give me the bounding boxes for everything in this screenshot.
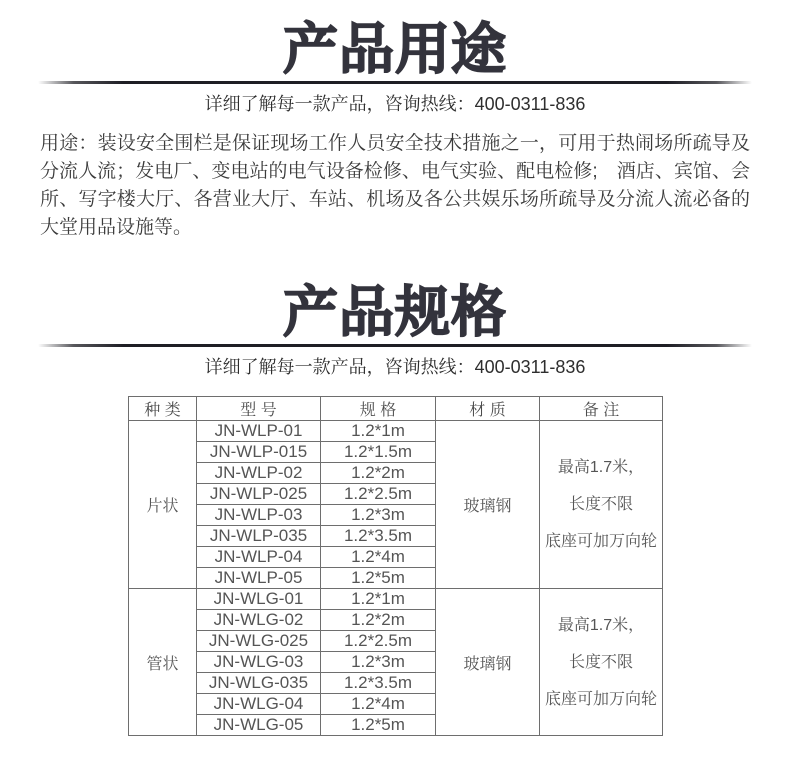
note-line: 最高1.7米，: [557, 616, 645, 634]
model-cell: JN-WLP-04: [197, 547, 321, 568]
spec-table-header-row: [129, 397, 663, 421]
model-cell: JN-WLG-035: [197, 673, 321, 694]
model-cell: JN-WLP-03: [197, 505, 321, 526]
spec-cell: 1.2*5m: [321, 715, 436, 736]
column-header-material: 材 质: [436, 397, 540, 421]
column-header-model: 型 号: [197, 397, 321, 421]
model-cell: JN-WLG-04: [197, 694, 321, 715]
model-cell: JN-WLG-05: [197, 715, 321, 736]
model-cell: JN-WLP-025: [197, 484, 321, 505]
note-line: 长度不限: [568, 653, 633, 671]
notes-cell: [540, 589, 663, 736]
model-cell: JN-WLG-025: [197, 631, 321, 652]
spec-cell: 1.2*2.5m: [321, 631, 436, 652]
hotline-subtitle: 详细了解每一款产品，咨询热线：400-0311-836: [204, 357, 586, 377]
spec-cell: 1.2*1m: [321, 421, 436, 442]
table-row: [129, 589, 663, 610]
type-cell: 片状: [129, 421, 197, 589]
note-line: 底座可加万向轮: [544, 690, 657, 708]
material-cell: 玻璃钢: [436, 421, 540, 589]
spec-cell: 1.2*4m: [321, 547, 436, 568]
spec-table-body: [129, 421, 663, 736]
material-cell: 玻璃钢: [436, 589, 540, 736]
spec-cell: 1.2*1m: [321, 589, 436, 610]
spec-cell: 1.2*3.5m: [321, 526, 436, 547]
notes-cell: [540, 421, 663, 589]
model-cell: JN-WLG-01: [197, 589, 321, 610]
usage-paragraph: 用途：装设安全围栏是保证现场工作人员安全技术措施之一，可用于热闹场所疏导及分流人流；发电厂、变电站的电气设备检修、电气实验、配电检修; 酒店、宾馆、会所、写字楼大厅、各营业大厅、车站、机场及各公共娱乐场所疏导及分流人流必备的大堂用品设施等。: [40, 133, 750, 238]
spec-cell: 1.2*2m: [321, 463, 436, 484]
usage-section-title: 产品用途: [282, 18, 507, 80]
model-cell: JN-WLG-02: [197, 610, 321, 631]
spec-cell: 1.2*2m: [321, 610, 436, 631]
model-cell: JN-WLG-03: [197, 652, 321, 673]
model-cell: JN-WLP-02: [197, 463, 321, 484]
spec-cell: 1.2*3m: [321, 505, 436, 526]
spec-cell: 1.2*3m: [321, 652, 436, 673]
note-line: 底座可加万向轮: [544, 533, 657, 550]
spec-table-head: [129, 397, 663, 421]
spec-table: [128, 396, 663, 736]
model-cell: JN-WLP-05: [197, 568, 321, 589]
model-cell: JN-WLP-01: [197, 421, 321, 442]
column-header-spec: 规 格: [321, 397, 436, 421]
title-divider-line: [38, 344, 752, 347]
column-header-type: 种 类: [129, 397, 197, 421]
model-cell: JN-WLP-035: [197, 526, 321, 547]
specs-section-header: [0, 263, 790, 378]
hotline-subtitle: 详细了解每一款产品，咨询热线：400-0311-836: [204, 94, 586, 114]
spec-cell: 1.2*1.5m: [321, 442, 436, 463]
type-cell: 管状: [129, 589, 197, 736]
spec-cell: 1.2*2.5m: [321, 484, 436, 505]
spec-cell: 1.2*3.5m: [321, 673, 436, 694]
column-header-notes: 备 注: [540, 397, 663, 421]
usage-section-header: [0, 0, 790, 115]
specs-section-title: 产品规格: [282, 281, 507, 343]
model-cell: JN-WLP-015: [197, 442, 321, 463]
table-row: [129, 421, 663, 442]
note-line: 最高1.7米，: [557, 459, 645, 476]
spec-cell: 1.2*5m: [321, 568, 436, 589]
title-divider-line: [38, 81, 752, 84]
spec-cell: 1.2*4m: [321, 694, 436, 715]
note-line: 长度不限: [568, 496, 633, 513]
